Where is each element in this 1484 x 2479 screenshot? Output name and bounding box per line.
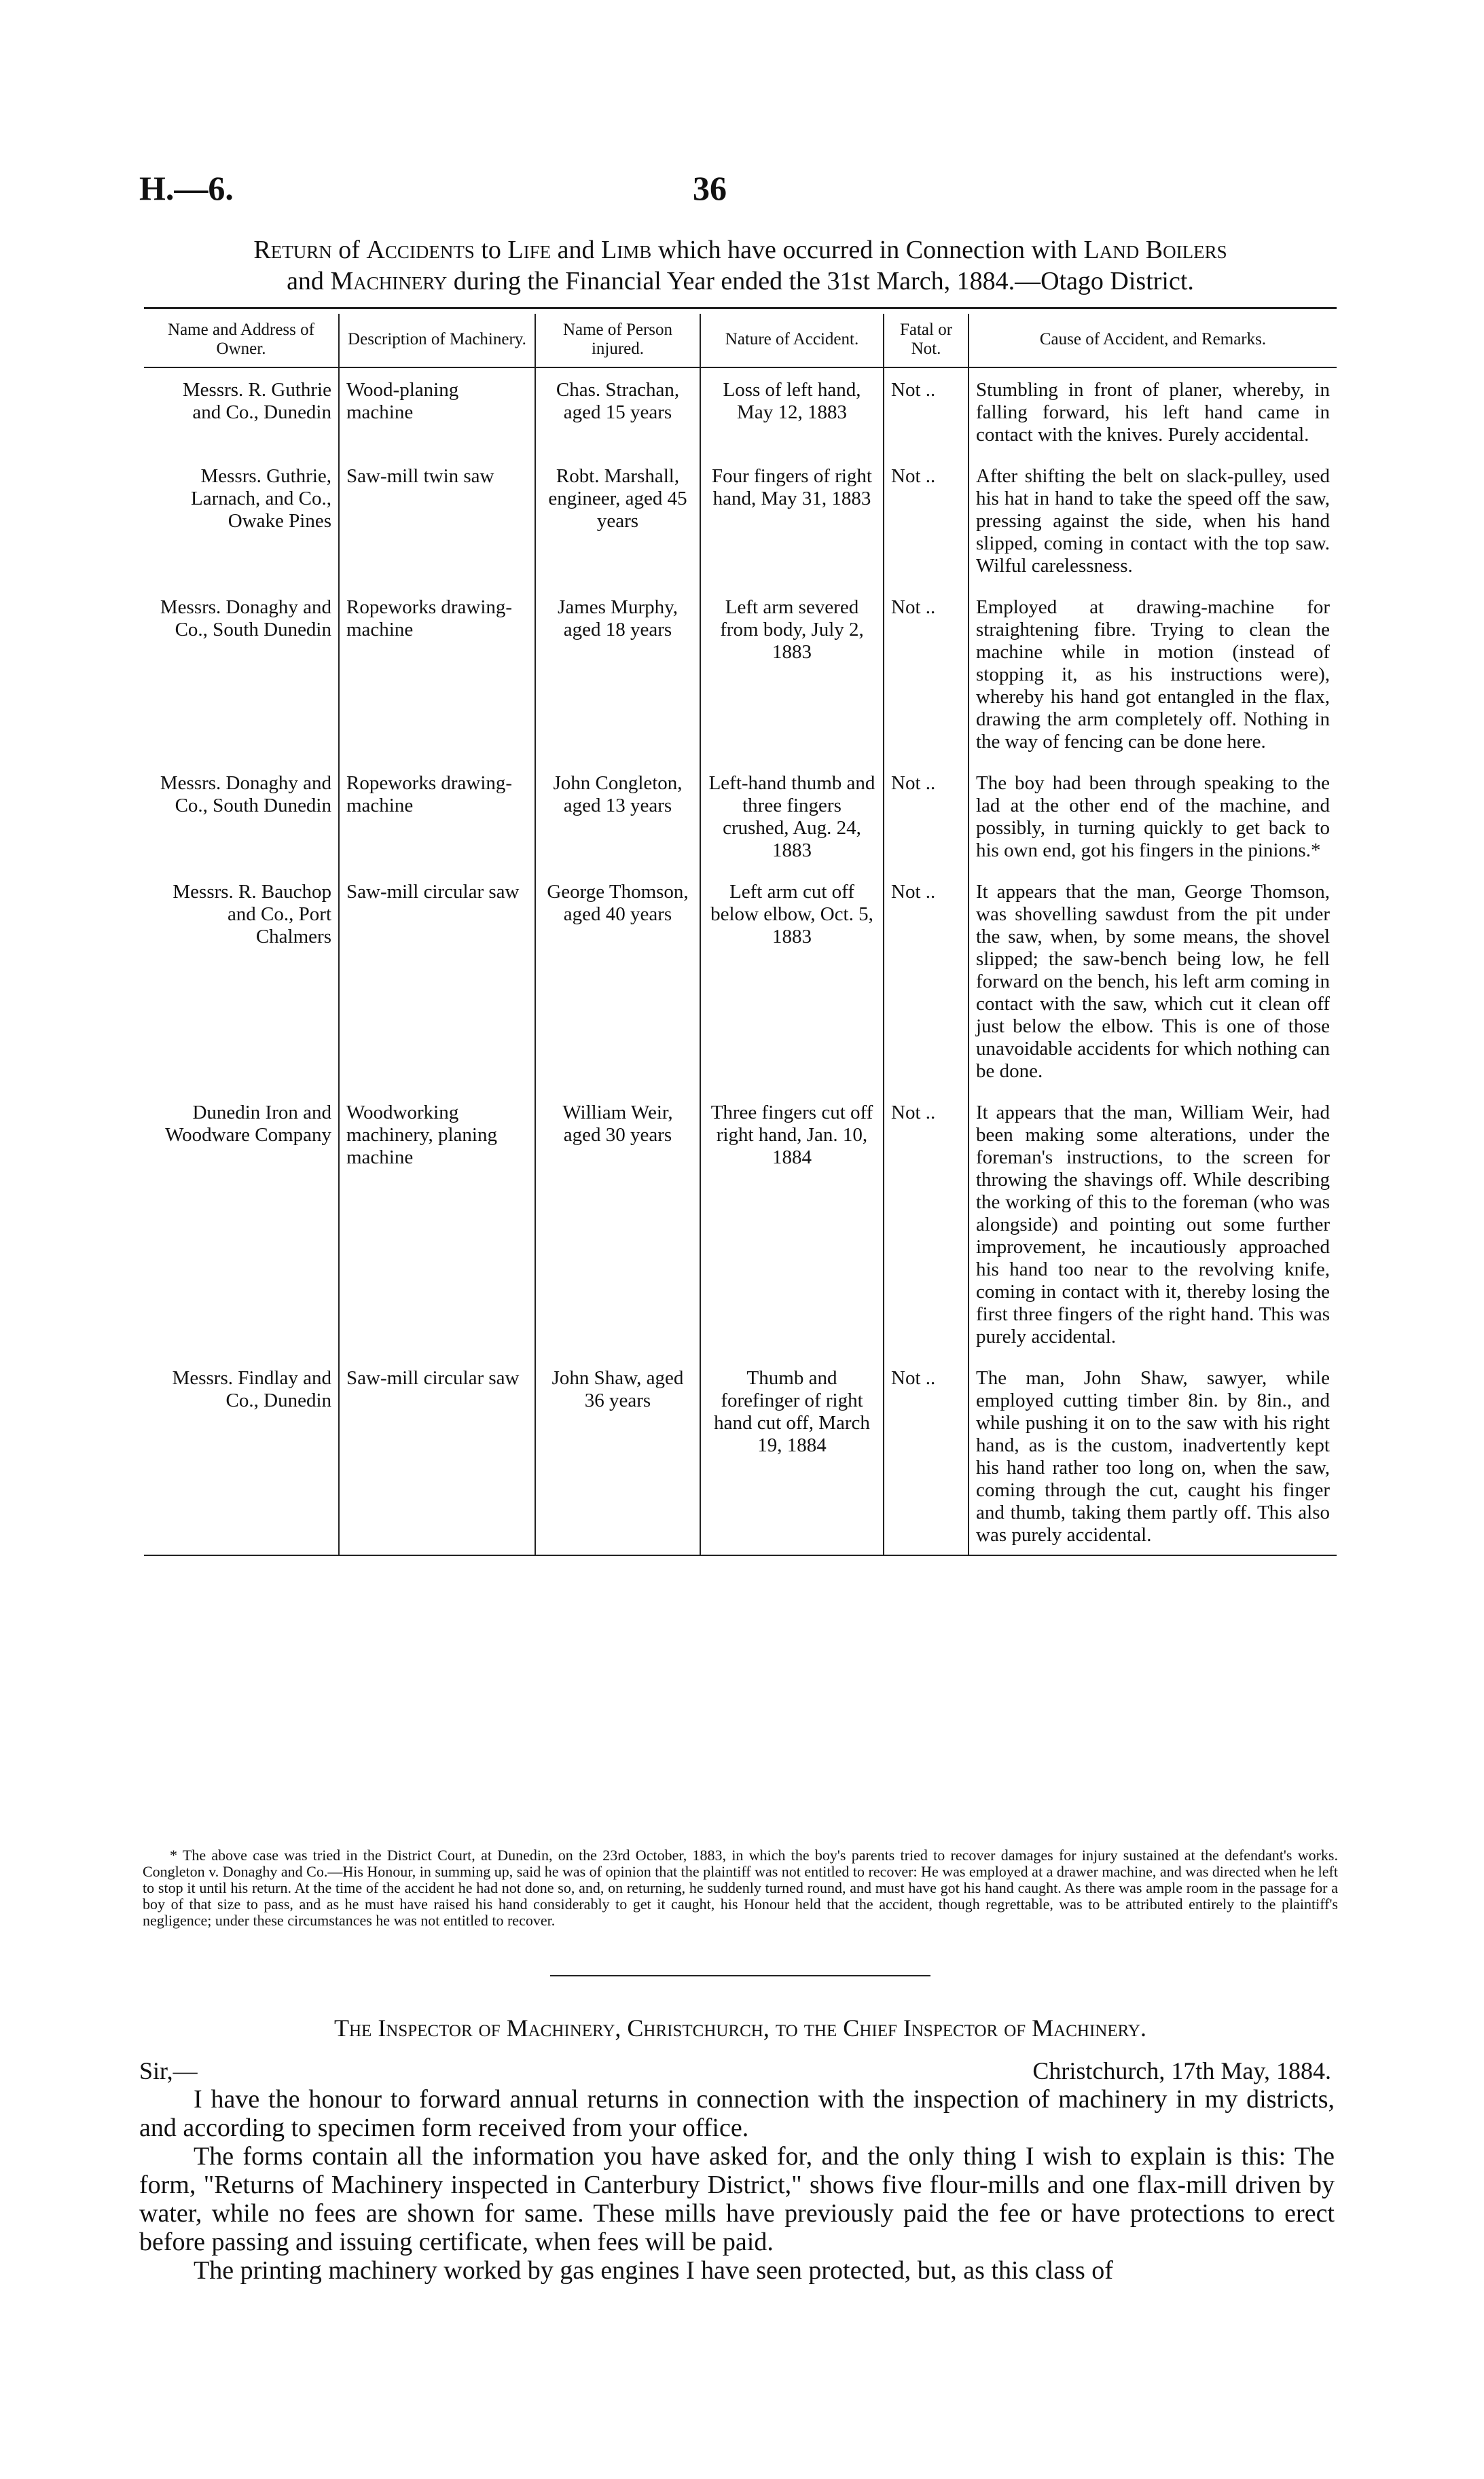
- nature-cell: Four fingers of right hand, May 31, 1883: [700, 454, 884, 585]
- fatal-cell: Not ..: [884, 1091, 969, 1356]
- table-row: [144, 1356, 1337, 1555]
- cause-cell: The man, John Shaw, sawyer, while employed cutting timber 8in. by 8in., and while pushing it on to the saw with his right hand, as is the custom, inadvertently kept his hand rather too long on, when the saw, coming through the cut, caught his finger and thumb, taking them partly off. This also was purely accidental.: [969, 1356, 1337, 1555]
- letter-salutation: Sir,—: [139, 2057, 198, 2084]
- nature-cell: Left arm severed from body, July 2, 1883: [700, 585, 884, 761]
- fatal-cell: Not ..: [884, 761, 969, 870]
- title-part: to: [481, 236, 501, 264]
- machinery-cell: Ropeworks drawing-machine: [339, 761, 535, 870]
- title-part: Accidents: [366, 236, 475, 264]
- fatal-cell: Not ..: [884, 367, 969, 454]
- person-cell: Robt. Marshall, engineer, aged 45 years: [535, 454, 700, 585]
- table-header-row: [144, 314, 1337, 367]
- nature-cell: Left arm cut off below elbow, Oct. 5, 1883: [700, 870, 884, 1091]
- machinery-cell: Saw-mill circular saw: [339, 1356, 535, 1555]
- column-header-fatal: Fatal or Not.: [884, 314, 969, 367]
- fatal-cell: Not ..: [884, 585, 969, 761]
- letter-heading: The Inspector of Machinery, Christchurch, to the Chief Inspector of Machinery.: [334, 2014, 1146, 2042]
- fatal-cell: Not ..: [884, 1356, 969, 1555]
- machinery-cell: Saw-mill twin saw: [339, 454, 535, 585]
- nature-cell: Left-hand thumb and three fingers crushed, Aug. 24, 1883: [700, 761, 884, 870]
- nature-cell: Three fingers cut off right hand, Jan. 10, 1884: [700, 1091, 884, 1356]
- cause-cell: The boy had been through speaking to the lad at the other end of the machine, and possibly, in turning quickly to get back to his own end, got his fingers in the pinions.*: [969, 761, 1337, 870]
- title-part: Machinery: [330, 267, 448, 295]
- letter-dateline: Christchurch, 17th May, 1884.: [1032, 2057, 1331, 2084]
- person-cell: George Thomson, aged 40 years: [535, 870, 700, 1091]
- machinery-cell: Woodworking machinery, planing machine: [339, 1091, 535, 1356]
- section-divider: [550, 1975, 930, 1976]
- title-part: Land Boilers: [1083, 236, 1227, 264]
- fatal-cell: Not ..: [884, 454, 969, 585]
- table-row: [144, 454, 1337, 585]
- accidents-table: [144, 314, 1337, 1556]
- owner-cell: Dunedin Iron and Woodware Company: [165, 1102, 331, 1146]
- title-part: during the Financial Year ended the 31st March, 1884.—Otago District.: [453, 267, 1194, 295]
- nature-cell: Loss of left hand, May 12, 1883: [700, 367, 884, 454]
- person-cell: William Weir, aged 30 years: [535, 1091, 700, 1356]
- machinery-cell: Saw-mill circular saw: [339, 870, 535, 1091]
- owner-cell: Messrs. Findlay and Co., Dunedin: [144, 1356, 339, 1555]
- person-cell: Chas. Strachan, aged 15 years: [535, 367, 700, 454]
- nature-cell: Thumb and forefinger of right hand cut off, March 19, 1884: [700, 1356, 884, 1555]
- page-number: 36: [693, 169, 727, 207]
- cause-cell: Stumbling in front of planer, whereby, in falling forward, his left hand came in contact with the knives. Purely accidental.: [969, 367, 1337, 454]
- letter-paragraph: The printing machinery worked by gas engines I have seen protected, but, as this class of: [194, 2256, 1113, 2285]
- column-header-cause: Cause of Accident, and Remarks.: [969, 314, 1337, 367]
- person-cell: James Murphy, aged 18 years: [535, 585, 700, 761]
- letter-paragraph: I have the honour to forward annual returns in connection with the inspection of machinery in my districts, and according to specimen form received from your office.: [139, 2085, 1335, 2142]
- cause-cell: After shifting the belt on slack-pulley, used his hat in hand to take the speed off the saw, pressing against the side, when his hand slipped, coming in contact with the top saw. Wilful carelessness.: [969, 454, 1337, 585]
- table-row: [144, 761, 1337, 870]
- person-cell: John Shaw, aged 36 years: [535, 1356, 700, 1555]
- table-row: [144, 585, 1337, 761]
- letter-body: [139, 2085, 1335, 2285]
- owner-cell: Messrs. Donaghy and Co., South Dunedin: [160, 596, 331, 640]
- person-cell: John Congleton, aged 13 years: [535, 761, 700, 870]
- return-title: [143, 234, 1338, 297]
- table-row: [144, 870, 1337, 1091]
- machinery-cell: Ropeworks drawing-machine: [339, 585, 535, 761]
- title-part: of: [338, 236, 360, 264]
- cause-cell: It appears that the man, George Thomson, was shovelling sawdust from the pit under the saw, when, by some means, the shovel slipped; the saw-bench being low, he fell forward on the bench, his left arm coming in contact with the saw, which cut it clean off just below the elbow. This is one of those unavoidable accidents for which nothing can be done.: [969, 870, 1337, 1091]
- title-part: Return: [253, 236, 332, 264]
- title-part: Limb: [600, 236, 652, 264]
- footnote: * The above case was tried in the District Court, at Dunedin, on the 23rd October, 1883, in which the boy's parents tried to recover damages for injury sustained at the defendant's works. Congleton v. Donaghy and Co.—His Honour, in summing up, said he was of opinion that the plaintiff was not entitled to recover: He was employed at a drawer machine, and was directed when he left to stop it until his return. At the time of the accident he had not done so, and, on returning, he suddenly turned round, and must have got his hand caught. As there was ample room in the passage for a boy of that size to pass, and as he must have raised his hand considerably to get it caught, his Honour held that the accident, though regrettable, was to be attributed entirely to the plaintiff's negligence; under these circumstances he was not entitled to recover.: [143, 1847, 1338, 1929]
- letter-paragraph: The forms contain all the information you have asked for, and the only thing I wish to explain is this: The form, "Returns of Machinery inspected in Canterbury District," shows five flour-mills and one flax-mill driven by water, while no fees are shown for same. These mills have previously paid the fee or have protections to erect before passing and issuing certificate, when fees will be paid.: [139, 2142, 1335, 2256]
- title-part: and: [557, 236, 595, 264]
- fatal-cell: Not ..: [884, 870, 969, 1091]
- table-row: [144, 1091, 1337, 1356]
- owner-cell: Messrs. Guthrie, Larnach, and Co., Owake Pines: [191, 465, 331, 532]
- column-header-machinery: Description of Machinery.: [339, 314, 535, 367]
- cause-cell: It appears that the man, William Weir, had been making some alterations, under the foreman's instructions, to the screen for throwing the shavings off. While describing the working of this to the foreman (who was alongside) and pointing out some further improvement, he incautiously approached his hand too near to the revolving knife, coming in contact with it, thereby losing the first three fingers of the right hand. This was purely accidental.: [969, 1091, 1337, 1356]
- owner-cell: Messrs. Donaghy and Co., South Dunedin: [160, 772, 331, 816]
- cause-cell: Employed at drawing-machine for straightening fibre. Trying to clean the machine while in motion (instead of stopping it, as his instructions were), whereby his hand got entangled in the flax, drawing the arm completely off. Nothing in the way of fencing can be done here.: [969, 585, 1337, 761]
- column-header-nature: Nature of Accident.: [700, 314, 884, 367]
- column-header-person: Name of Person injured.: [535, 314, 700, 367]
- owner-cell: Messrs. R. Guthrie and Co., Dunedin: [182, 379, 331, 423]
- column-header-owner: Name and Address of Owner.: [144, 314, 339, 367]
- owner-cell: Messrs. R. Bauchop and Co., Port Chalmers: [173, 881, 331, 947]
- title-part: and: [287, 267, 324, 295]
- parliamentary-paper-ref: H.—6.: [139, 169, 234, 207]
- table-row: [144, 367, 1337, 454]
- table-top-rule: [144, 307, 1337, 309]
- machinery-cell: Wood-planing machine: [339, 367, 535, 454]
- title-part: which have occurred in Connection with: [657, 236, 1078, 264]
- title-part: Life: [507, 236, 551, 264]
